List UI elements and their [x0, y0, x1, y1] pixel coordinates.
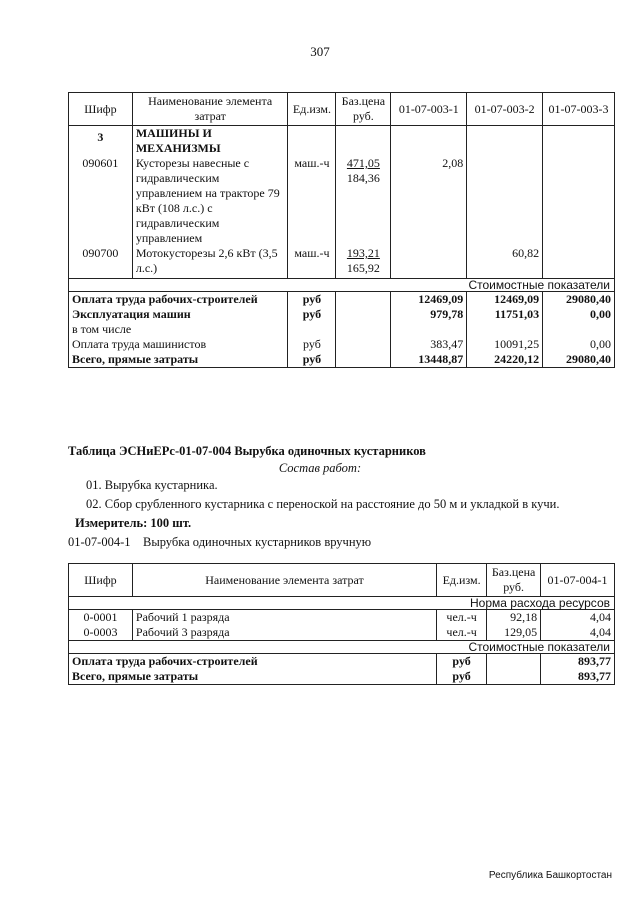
- total-name: в том числе: [69, 322, 288, 337]
- total-row: [69, 337, 615, 352]
- total-row: [69, 307, 615, 322]
- row-code: 0-0003: [69, 625, 133, 641]
- operation-item: 01. Вырубка кустарника.: [86, 478, 218, 492]
- total-row: [69, 322, 615, 337]
- total-value: 11751,03: [467, 307, 543, 322]
- operation-item: 02. Сбор срубленного кустарника с переноской на расстояние до 50 м и укладкой в кучи.: [86, 497, 560, 511]
- row-price: 92,18: [487, 610, 541, 626]
- col-header: Баз.цена руб.: [487, 564, 541, 597]
- col-header: Ед.изм.: [437, 564, 487, 597]
- total-value: 29080,40: [543, 291, 615, 307]
- col-header: Наименование элемента затрат: [132, 564, 436, 597]
- total-value: 29080,40: [543, 352, 615, 368]
- total-value: 0,00: [543, 307, 615, 322]
- price-value: 471,05: [346, 156, 380, 170]
- col-header: Ед.изм.: [288, 93, 336, 126]
- item-value: 2,08: [391, 156, 467, 246]
- page-number: 307: [310, 44, 330, 59]
- cost-label-row: [69, 641, 615, 654]
- col-header: Шифр: [69, 93, 133, 126]
- total-unit: руб: [288, 337, 336, 352]
- cost-label: Стоимостные показатели: [69, 278, 615, 291]
- item-value: [543, 156, 615, 246]
- total-row: [69, 669, 615, 685]
- cost-label: Стоимостные показатели: [69, 641, 615, 654]
- total-name: Всего, прямые затраты: [69, 669, 437, 685]
- total-unit: руб: [437, 669, 487, 685]
- total-value: 979,78: [391, 307, 467, 322]
- total-value: 24220,12: [467, 352, 543, 368]
- section-name: МАШИНЫ И МЕХАНИЗМЫ: [132, 126, 288, 157]
- table-header-row: [69, 564, 615, 597]
- table-row: [69, 246, 615, 278]
- item-code: 090601: [69, 156, 133, 246]
- total-value: 12469,09: [391, 291, 467, 307]
- row-value: 4,04: [541, 610, 615, 626]
- total-name: Всего, прямые затраты: [69, 352, 288, 368]
- row-value: 4,04: [541, 625, 615, 641]
- total-value: 12469,09: [467, 291, 543, 307]
- price-value: 165,92: [346, 261, 380, 275]
- col-header: 01-07-004-1: [541, 564, 615, 597]
- col-header: 01-07-003-2: [467, 93, 543, 126]
- norm-label-row: [69, 597, 615, 610]
- item-unit: маш.-ч: [288, 246, 336, 278]
- table-row: [69, 610, 615, 626]
- item-code: 090700: [69, 246, 133, 278]
- total-value: 0,00: [543, 337, 615, 352]
- col-header: Наименование элемента затрат: [132, 93, 288, 126]
- total-row: [69, 654, 615, 670]
- row-code: 0-0001: [69, 610, 133, 626]
- norm-code-line: 01-07-004-1 Вырубка одиночных кустарников вручную: [68, 535, 372, 549]
- total-row: [69, 352, 615, 368]
- item-unit: маш.-ч: [288, 156, 336, 246]
- total-value: 383,47: [391, 337, 467, 352]
- item-name: Кусторезы навесные с гидравлическим управлением на тракторе 79 кВт (108 л.с.) с гидравлическим управлением: [132, 156, 288, 246]
- table-header-row: [69, 93, 615, 126]
- item-value: [467, 156, 543, 246]
- total-name: Эксплуатация машин: [69, 307, 288, 322]
- price-value: 184,36: [346, 171, 380, 185]
- measure-unit: Измеритель: 100 шт.: [75, 516, 192, 530]
- total-value: 893,77: [541, 654, 615, 670]
- resources-table-2: [68, 563, 615, 685]
- table-row: [69, 625, 615, 641]
- norm-label: Норма расхода ресурсов: [69, 597, 615, 610]
- total-name: Оплата труда рабочих-строителей: [69, 291, 288, 307]
- total-row: [69, 291, 615, 307]
- col-header: 01-07-003-1: [391, 93, 467, 126]
- row-unit: чел.-ч: [437, 610, 487, 626]
- total-unit: руб: [288, 291, 336, 307]
- total-name: Оплата труда машинистов: [69, 337, 288, 352]
- total-value: 13448,87: [391, 352, 467, 368]
- item-value: [391, 246, 467, 278]
- table-title: Таблица ЭСНиЕРс-01-07-004 Вырубка одиночных кустарников: [68, 444, 426, 458]
- item-price: [336, 156, 391, 246]
- row-name: Рабочий 1 разряда: [132, 610, 436, 626]
- row-name: Рабочий 3 разряда: [132, 625, 436, 641]
- item-name: Мотокусторезы 2,6 кВт (3,5 л.с.): [132, 246, 288, 278]
- total-unit: руб: [288, 307, 336, 322]
- total-unit: руб: [288, 352, 336, 368]
- price-value: 193,21: [346, 246, 380, 260]
- work-composition-title: Состав работ:: [278, 461, 362, 475]
- footer-region: Республика Башкортостан: [488, 870, 612, 881]
- item-price: [336, 246, 391, 278]
- section-row: [69, 126, 615, 157]
- item-value: 60,82: [467, 246, 543, 278]
- row-price: 129,05: [487, 625, 541, 641]
- row-unit: чел.-ч: [437, 625, 487, 641]
- total-value: 10091,25: [467, 337, 543, 352]
- section-code: 3: [69, 126, 133, 157]
- total-unit: руб: [437, 654, 487, 670]
- col-header: Шифр: [69, 564, 133, 597]
- total-name: Оплата труда рабочих-строителей: [69, 654, 437, 670]
- cost-label-row: [69, 278, 615, 291]
- total-value: 893,77: [541, 669, 615, 685]
- table-row: [69, 156, 615, 246]
- item-value: [543, 246, 615, 278]
- resources-table-1: [68, 92, 615, 368]
- col-header: 01-07-003-3: [543, 93, 615, 126]
- col-header: Баз.цена руб.: [336, 93, 391, 126]
